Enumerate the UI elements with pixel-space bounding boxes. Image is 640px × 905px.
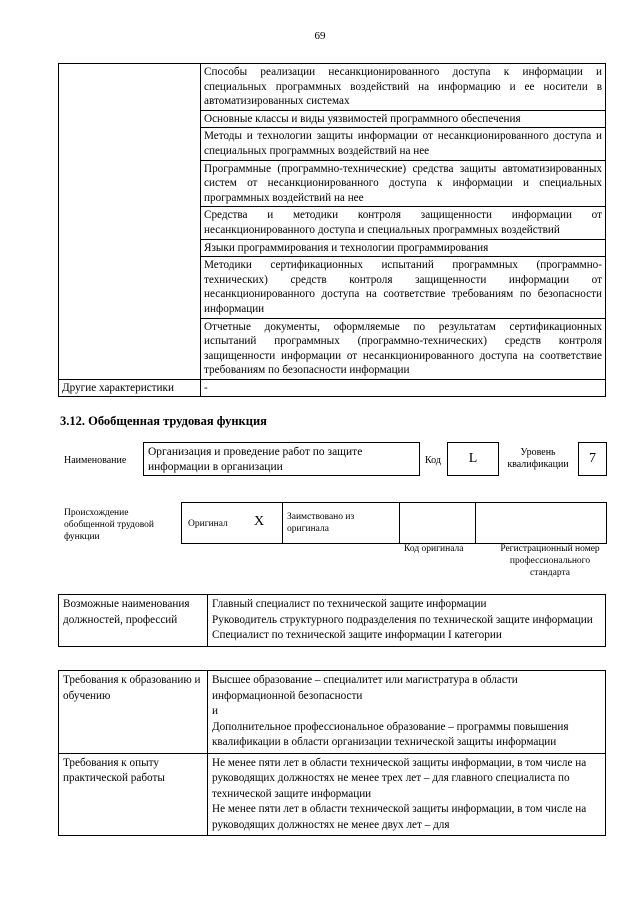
- original-code-cell: [399, 502, 476, 544]
- experience-label: Требования к опыту практической работы: [59, 753, 208, 836]
- other-characteristics-label: Другие характеристики: [59, 379, 201, 397]
- experience-item: Не менее пяти лет в области технической защиты информации, в том числе на руководящих должностях не менее двух лет – для: [212, 803, 587, 831]
- borrowed-label-line1: Заимствовано из: [287, 512, 355, 522]
- function-name-box: Организация и проведение работ по защите информации в организации: [143, 442, 420, 476]
- table-row: [59, 379, 606, 397]
- experience-values: [208, 753, 606, 836]
- origin-label-line3: функции: [64, 532, 100, 542]
- knowledge-item: Отчетные документы, оформляемые по результатам сертификационных испытаний программных (программно-технических) средств контроля защищенности информации от несанкционированного доступа на соответствие требованиям по безопасности информации: [201, 318, 606, 379]
- origin-label-line1: Происхождение: [64, 508, 129, 518]
- education-label: Требования к образованию и обучению: [59, 671, 208, 754]
- original-label: Оригинал: [188, 519, 228, 529]
- registration-caption-line2: профессионального: [509, 556, 591, 566]
- table-row: [59, 64, 606, 111]
- education-item: Дополнительное профессиональное образование – программы повышения квалификации в области организации технической защиты информации: [212, 720, 569, 748]
- requirements-table: [58, 670, 606, 836]
- code-value-box: L: [447, 442, 499, 476]
- origin-label-line2: обобщенной трудовой: [64, 520, 154, 530]
- level-value-box: 7: [578, 442, 607, 476]
- experience-item: Не менее пяти лет в области технической защиты информации, в том числе на руководящих должностях не менее трех лет – для главного специалиста по технической защите информации: [212, 756, 587, 800]
- table-row: [59, 671, 606, 754]
- registration-number-cell: [475, 502, 607, 544]
- positions-values: [208, 595, 606, 647]
- level-label-line2: квалификации: [507, 459, 569, 470]
- positions-table: [58, 594, 606, 647]
- knowledge-item: Способы реализации несанкционированного доступа к информации и специальных программных воздействий на информацию и ее носители в автоматизированных системах: [201, 64, 606, 111]
- knowledge-item: Методы и технологии защиты информации от несанкционированного доступа и специальных программных воздействий на нее: [201, 128, 606, 160]
- education-values: [208, 671, 606, 754]
- position-item: Руководитель структурного подразделения по технической защите информации: [212, 613, 593, 626]
- table-row: [59, 753, 606, 836]
- knowledge-item: Языки программирования и технологии программирования: [201, 239, 606, 257]
- knowledge-item: Основные классы и виды уязвимостей программного обеспечения: [201, 110, 606, 128]
- knowledge-item: Методики сертификационных испытаний программных (программно-технических) средств контроля защищенности информации от несанкционированного доступа на соответствие требованиям по безопасности информации: [201, 257, 606, 318]
- positions-label: Возможные наименования должностей, профессий: [59, 595, 208, 647]
- knowledge-item: Средства и методики контроля защищенности информации от несанкционированного доступа и специальных программных воздействий: [201, 207, 606, 239]
- borrowed-cell: [282, 502, 400, 544]
- borrowed-label-line2: оригинала: [287, 524, 329, 534]
- education-item: Высшее образование – специалитет или магистратура в области информационной безопасности: [212, 674, 518, 702]
- original-code-caption: Код оригинала: [404, 544, 464, 554]
- position-item: Специалист по технической защите информации I категории: [212, 629, 502, 641]
- other-characteristics-value: -: [201, 379, 606, 397]
- knowledge-item: Программные (программно-технические) средства защиты автоматизированных систем от несанкционированного доступа к информации и специальных программных воздействий на нее: [201, 160, 606, 207]
- empty-label-cell: [59, 64, 201, 380]
- name-label: Наименование: [64, 455, 127, 466]
- position-item: Главный специалист по технической защите информации: [212, 598, 487, 610]
- registration-caption-line1: Регистрационный номер: [500, 544, 600, 554]
- section-title: 3.12. Обобщенная трудовая функция: [60, 414, 267, 428]
- code-label: Код: [425, 455, 441, 466]
- table-row: [59, 595, 606, 647]
- page-number: 69: [314, 30, 326, 42]
- level-label-line1: Уровень: [520, 447, 556, 458]
- original-mark: X: [254, 514, 265, 529]
- original-cell: [181, 502, 283, 544]
- registration-caption-line3: стандарта: [530, 568, 570, 578]
- knowledge-table: [58, 63, 606, 397]
- education-item: и: [212, 705, 218, 717]
